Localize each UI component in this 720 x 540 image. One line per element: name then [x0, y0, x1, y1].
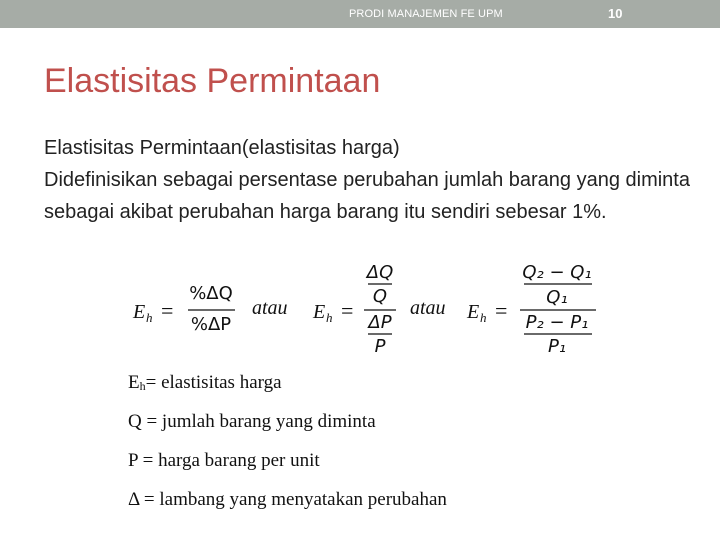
lhs-e-1: E — [133, 301, 146, 323]
f3-num-bot: Q₁ — [546, 287, 568, 308]
f1-numerator: %ΔQ — [189, 283, 233, 304]
f1-denominator: %ΔP — [190, 314, 232, 335]
eh-sub: h — [139, 379, 146, 393]
f3-den-bot: P₁ — [547, 336, 567, 357]
equals-2: = — [341, 298, 354, 323]
slide-title: Elastisitas Permintaan — [44, 62, 381, 100]
lhs-e-2: E — [313, 301, 326, 323]
f3-den-top: P₂ − P₁ — [525, 312, 589, 333]
equals-1: = — [161, 298, 174, 323]
definition-p: P = harga barang per unit — [128, 450, 320, 471]
f2-num-top: ΔQ — [366, 262, 394, 283]
equals-3: = — [495, 298, 508, 323]
header-org: PRODI MANAJEMEN FE UPM — [349, 8, 503, 20]
atau-2: atau — [410, 297, 446, 319]
definition-q: Q = jumlah barang yang diminta — [128, 411, 376, 432]
definition-eh — [128, 368, 447, 407]
definitions-list — [128, 368, 447, 524]
lhs-sub-1: h — [146, 310, 153, 325]
eh-text: = elastisitas harga — [145, 372, 282, 393]
f3-num-top: Q₂ − Q₁ — [522, 262, 592, 283]
slide-body — [44, 132, 704, 228]
f2-num-bot: Q — [372, 286, 388, 307]
lhs-sub-2: h — [326, 310, 333, 325]
formula-svg — [0, 252, 720, 362]
lhs-e-3: E — [467, 301, 480, 323]
page-number: 10 — [608, 6, 623, 21]
f2-den-top: ΔP — [368, 312, 392, 333]
body-line-2: Didefinisikan sebagai persentase perubahan jumlah barang yang diminta sebagai akibat perubahan harga barang itu sendiri sebesar 1%. — [44, 169, 690, 223]
elasticity-formula — [0, 252, 720, 362]
definition-delta: Δ = lambang yang menyatakan perubahan — [128, 489, 447, 510]
header-bar — [0, 0, 720, 28]
lhs-sub-3: h — [480, 310, 487, 325]
atau-1: atau — [252, 297, 288, 319]
body-line-1: Elastisitas Permintaan(elastisitas harga) — [44, 137, 400, 159]
f2-den-bot: P — [374, 336, 386, 357]
eh-symbol: E — [128, 372, 140, 393]
